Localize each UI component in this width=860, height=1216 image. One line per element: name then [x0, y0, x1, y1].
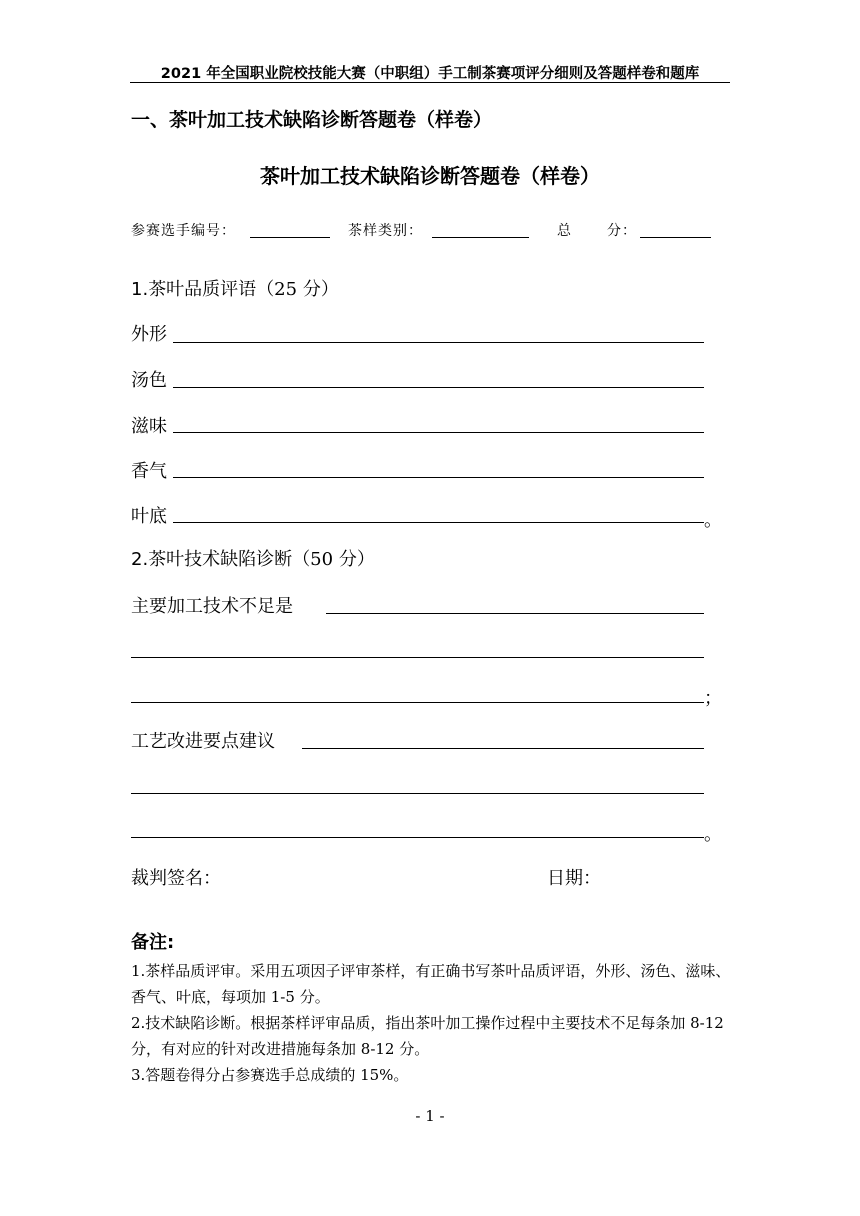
- tea-type-label: 茶样类别：: [348, 223, 423, 239]
- note-item-2: 2.技术缺陷诊断。根据茶样评审品质，指出茶叶加工操作过程中主要技术不足每条加 8-12 分，有对应的针对改进措施每条加 8-12 分。: [131, 1014, 724, 1058]
- field-label-improvement-advice: 工艺改进要点建议: [131, 731, 275, 752]
- field-label-infused-leaf: 叶底: [131, 506, 167, 527]
- taste-answer-line[interactable]: [173, 432, 704, 433]
- question-1-text: 茶叶品质评语: [148, 279, 257, 300]
- improvement-advice-line-1[interactable]: [302, 748, 704, 749]
- question-2-points: （50 分）: [292, 549, 375, 570]
- page-number: - 1 -: [415, 1107, 445, 1125]
- date-label: 日期：: [547, 868, 601, 889]
- field-label-liquor-color: 汤色: [131, 370, 167, 391]
- contestant-number-label: 参赛选手编号：: [131, 223, 236, 239]
- question-1-number: 1.: [131, 279, 149, 300]
- liquor-color-answer-line[interactable]: [173, 387, 704, 388]
- main-deficiency-line-3[interactable]: [131, 702, 704, 703]
- section-heading: 一、茶叶加工技术缺陷诊断答题卷（样卷）: [131, 109, 493, 131]
- running-header: 2021 年全国职业院校技能大赛（中职组）手工制茶赛项评分细则及答题样卷和题库: [160, 66, 700, 82]
- total-score-label-2: 分：: [607, 223, 637, 239]
- total-score-label: 总: [557, 223, 572, 239]
- question-2-title: [131, 545, 375, 571]
- total-score-field[interactable]: [640, 237, 711, 238]
- tea-type-field[interactable]: [432, 237, 529, 238]
- main-deficiency-line-2[interactable]: [131, 657, 704, 658]
- aroma-answer-line[interactable]: [173, 477, 704, 478]
- infused-leaf-answer-line[interactable]: [173, 522, 704, 523]
- question-2-text: 茶叶技术缺陷诊断: [148, 549, 293, 570]
- question-1-points: （25 分）: [256, 279, 339, 300]
- field-label-aroma: 香气: [131, 461, 167, 482]
- field-label-taste: 滋味: [131, 416, 167, 437]
- document-title: 茶叶加工技术缺陷诊断答题卷（样卷）: [260, 164, 600, 188]
- note-item-1: 1.茶样品质评审。采用五项因子评审茶样，有正确书写茶叶品质评语，外形、汤色、滋味、香气、叶底，每项加 1-5 分。: [131, 962, 731, 1006]
- judge-signature-label: 裁判签名：: [131, 868, 221, 889]
- main-deficiency-end-mark: ；: [704, 688, 722, 709]
- field-label-appearance: 外形: [131, 324, 167, 345]
- question-1-title: [131, 275, 339, 301]
- improvement-advice-line-3[interactable]: [131, 837, 704, 838]
- question-1-end-mark: 。: [704, 510, 722, 531]
- note-item-3: 3.答题卷得分占参赛选手总成绩的 15%。: [131, 1066, 409, 1084]
- notes-heading: 备注:: [131, 932, 175, 953]
- improvement-advice-end-mark: 。: [704, 824, 722, 845]
- question-2-number: 2.: [131, 549, 149, 570]
- header-rule: [130, 82, 730, 83]
- contestant-number-field[interactable]: [250, 237, 330, 238]
- field-label-main-deficiency: 主要加工技术不足是: [131, 596, 293, 617]
- appearance-answer-line[interactable]: [173, 342, 704, 343]
- improvement-advice-line-2[interactable]: [131, 793, 704, 794]
- main-deficiency-line-1[interactable]: [326, 613, 704, 614]
